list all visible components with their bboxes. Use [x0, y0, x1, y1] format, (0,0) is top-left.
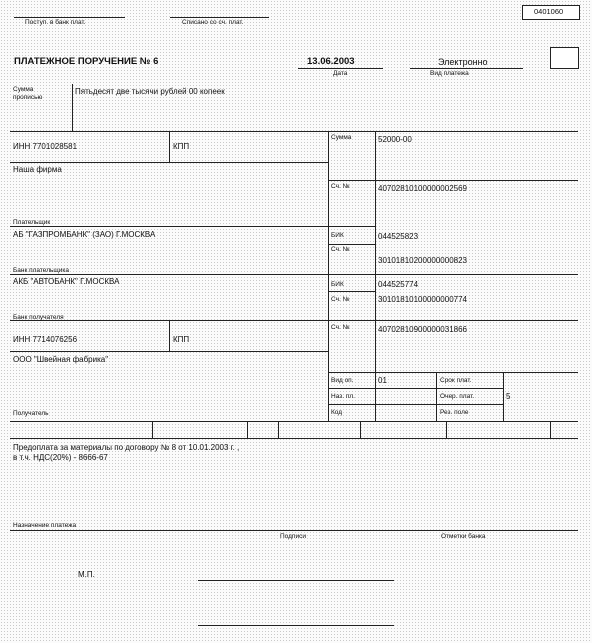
label-column-left	[328, 131, 329, 422]
recipient-name: ООО "Швейная фабрика"	[13, 355, 109, 364]
codes-divider	[436, 372, 437, 422]
payer-account-label: Сч. №	[331, 183, 350, 190]
srok-label: Срок плат.	[440, 377, 472, 384]
purpose-label: Назначение платежа	[13, 522, 77, 529]
label-column-right	[375, 131, 376, 422]
code-cell-2	[247, 421, 248, 438]
payer-kpp-label: КПП	[173, 142, 190, 151]
received-bank-line	[14, 17, 125, 18]
code-cell-6	[550, 421, 551, 438]
ocher-value: 5	[506, 392, 511, 401]
amount-words-value: Пятьдесят две тысячи рублей 00 копеек	[75, 87, 225, 96]
recipient-inn: ИНН 7714076256	[13, 335, 78, 344]
amount-value: 52000-00	[378, 135, 412, 144]
amount-words-label-2: прописью	[13, 94, 43, 101]
payer-inn-line	[10, 162, 328, 163]
payer-bank-name: АБ "ГАЗПРОМБАНК" (ЗАО) Г.МОСКВА	[13, 230, 156, 239]
recipient-kpp-label: КПП	[173, 335, 190, 344]
payer-label: Плательщик	[13, 219, 51, 226]
ocher-label: Очер. плат.	[440, 393, 475, 400]
recipient-bank-acc: 30101810100000000774	[378, 295, 467, 304]
payer-kpp-divider	[169, 131, 170, 162]
recipient-line	[10, 421, 578, 422]
recipient-bank-line	[10, 320, 578, 321]
recipient-account-value: 40702810900000031866	[378, 325, 467, 334]
signatures-label: Подписи	[280, 533, 306, 540]
payer-bank-bik: 044525823	[378, 232, 419, 241]
code-box	[550, 47, 579, 69]
vid-op-line	[328, 388, 503, 389]
debited-payer-label: Списано со сч. плат.	[182, 19, 244, 26]
recipient-kpp-divider	[169, 320, 170, 351]
payer-inn: ИНН 7701028581	[13, 142, 78, 151]
payer-name: Наша фирма	[13, 165, 62, 174]
payer-bank-acc: 30101810200000000823	[378, 256, 467, 265]
form-code: 0401060	[534, 7, 564, 16]
payment-type-label: Вид платежа	[430, 70, 469, 77]
recipient-bank-bik-label: БИК	[331, 281, 344, 288]
amount-line	[328, 180, 578, 181]
stamp-label: М.П.	[78, 570, 95, 579]
account-end-line	[328, 372, 578, 373]
naz-pl-line	[328, 404, 503, 405]
code-cell-1	[152, 421, 153, 438]
payment-type: Электронно	[438, 57, 488, 67]
payer-bank-label: Банк плательщика	[13, 267, 69, 274]
recipient-label: Получатель	[13, 410, 49, 417]
purpose-line-1: Предоплата за материалы по договору № 8 от 10.01.2003 г. ,	[13, 443, 240, 452]
kod-label: Код	[331, 409, 343, 416]
debited-payer-line	[170, 17, 269, 18]
signature-line-2	[198, 625, 394, 626]
received-bank-label: Поступ. в банк плат.	[25, 19, 86, 26]
recipient-account-label: Сч. №	[331, 324, 350, 331]
page-title: ПЛАТЕЖНОЕ ПОРУЧЕНИЕ № 6	[14, 56, 159, 67]
payer-bank-acc-label: Сч. №	[331, 246, 350, 253]
recipient-bank-name: АКБ "АВТОБАНК" Г.МОСКВА	[13, 277, 120, 286]
amount-label: Сумма	[331, 134, 352, 141]
date-line	[298, 68, 383, 69]
grid-line-top	[10, 131, 578, 132]
payer-bank-bik-line	[328, 244, 375, 245]
amount-words-label-1: Сумма	[13, 86, 34, 93]
recipient-bank-bik-line	[328, 291, 375, 292]
code-cell-4	[360, 421, 361, 438]
payment-date: 13.06.2003	[307, 56, 355, 67]
codes-value-divider	[503, 372, 504, 422]
code-cell-3	[278, 421, 279, 438]
codes-row-line	[10, 438, 578, 439]
vid-op-label: Вид оп.	[331, 377, 354, 384]
purpose-line-2: в т.ч. НДС(20%) - 8666-67	[13, 453, 108, 462]
recipient-bank-bik: 044525774	[378, 280, 419, 289]
recipient-inn-line	[10, 351, 328, 352]
payer-line	[10, 226, 375, 227]
amount-words-divider	[72, 84, 73, 131]
purpose-line	[10, 530, 578, 531]
code-cell-5	[446, 421, 447, 438]
bank-marks-label: Отметки банка	[441, 533, 486, 540]
payer-bank-bik-label: БИК	[331, 232, 344, 239]
recipient-bank-label: Банк получателя	[13, 314, 64, 321]
payer-account-value: 40702810100000002569	[378, 184, 467, 193]
signature-line-1	[198, 580, 394, 581]
naz-pl-label: Наз. пл.	[331, 393, 355, 400]
rez-label: Рез. поле	[440, 409, 469, 416]
payer-bank-line	[10, 274, 578, 275]
vid-op-value: 01	[378, 376, 387, 385]
payment-type-line	[410, 68, 523, 69]
date-label: Дата	[333, 70, 348, 77]
recipient-bank-acc-label: Сч. №	[331, 296, 350, 303]
